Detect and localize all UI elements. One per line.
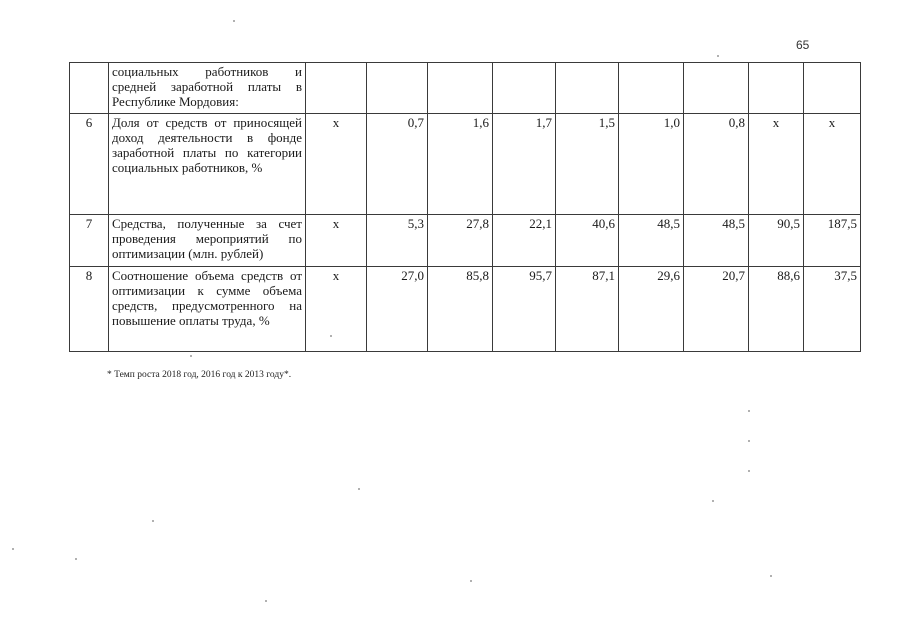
scan-speck xyxy=(717,55,719,57)
value-cell: 1,7 xyxy=(493,114,556,215)
scan-speck xyxy=(748,440,750,442)
scan-speck xyxy=(265,600,267,602)
value-cell: 187,5 xyxy=(804,215,861,267)
value-cell xyxy=(749,63,804,114)
value-cell: х xyxy=(804,114,861,215)
footnote: * Темп роста 2018 год, 2016 год к 2013 году*. xyxy=(107,370,292,380)
value-cell: 27,8 xyxy=(428,215,493,267)
row-number-cell: 6 xyxy=(70,114,109,215)
table-row xyxy=(70,63,861,114)
value-cell xyxy=(367,63,428,114)
value-cell: х xyxy=(306,215,367,267)
scan-speck xyxy=(12,548,14,550)
row-description-cell: Соотношение объема средств от оптимизации к сумме объема средств, предусмотренного на повышение оплаты труда, % xyxy=(109,267,306,352)
row-description-cell: Доля от средств от приносящей доход деятельности в фонде заработной платы по категории социальных работников, % xyxy=(109,114,306,215)
scan-speck xyxy=(748,470,750,472)
scan-speck xyxy=(770,575,772,577)
value-cell: 95,7 xyxy=(493,267,556,352)
value-cell: 48,5 xyxy=(684,215,749,267)
data-table xyxy=(69,62,861,352)
row-description-cell: социальных работников и средней заработной платы в Республике Мордовия: xyxy=(109,63,306,114)
page-number: 65 xyxy=(796,38,810,52)
value-cell xyxy=(556,63,619,114)
value-cell: 27,0 xyxy=(367,267,428,352)
value-cell: х xyxy=(306,267,367,352)
value-cell xyxy=(428,63,493,114)
value-cell: 20,7 xyxy=(684,267,749,352)
scan-speck xyxy=(712,500,714,502)
value-cell: 0,8 xyxy=(684,114,749,215)
value-cell: 1,6 xyxy=(428,114,493,215)
value-cell: 85,8 xyxy=(428,267,493,352)
scan-speck xyxy=(358,488,360,490)
row-number-cell xyxy=(70,63,109,114)
value-cell: 5,3 xyxy=(367,215,428,267)
value-cell: 90,5 xyxy=(749,215,804,267)
value-cell: 0,7 xyxy=(367,114,428,215)
scan-speck xyxy=(233,20,235,22)
value-cell: 88,6 xyxy=(749,267,804,352)
table-row xyxy=(70,215,861,267)
value-cell: 40,6 xyxy=(556,215,619,267)
value-cell: х xyxy=(749,114,804,215)
row-number-cell: 8 xyxy=(70,267,109,352)
scan-speck xyxy=(152,520,154,522)
table-row xyxy=(70,267,861,352)
scan-speck xyxy=(330,335,332,337)
value-cell xyxy=(493,63,556,114)
value-cell: 37,5 xyxy=(804,267,861,352)
value-cell: 29,6 xyxy=(619,267,684,352)
table-row xyxy=(70,114,861,215)
value-cell xyxy=(684,63,749,114)
scan-speck xyxy=(470,580,472,582)
row-number-cell: 7 xyxy=(70,215,109,267)
value-cell: х xyxy=(306,114,367,215)
value-cell: 87,1 xyxy=(556,267,619,352)
value-cell: 22,1 xyxy=(493,215,556,267)
value-cell: 1,0 xyxy=(619,114,684,215)
scan-speck xyxy=(748,410,750,412)
value-cell: 1,5 xyxy=(556,114,619,215)
value-cell xyxy=(804,63,861,114)
scan-speck xyxy=(190,355,192,357)
value-cell: 48,5 xyxy=(619,215,684,267)
value-cell xyxy=(619,63,684,114)
row-description-cell: Средства, полученные за счет проведения мероприятий по оптимизации (млн. рублей) xyxy=(109,215,306,267)
value-cell xyxy=(306,63,367,114)
scan-speck xyxy=(75,558,77,560)
